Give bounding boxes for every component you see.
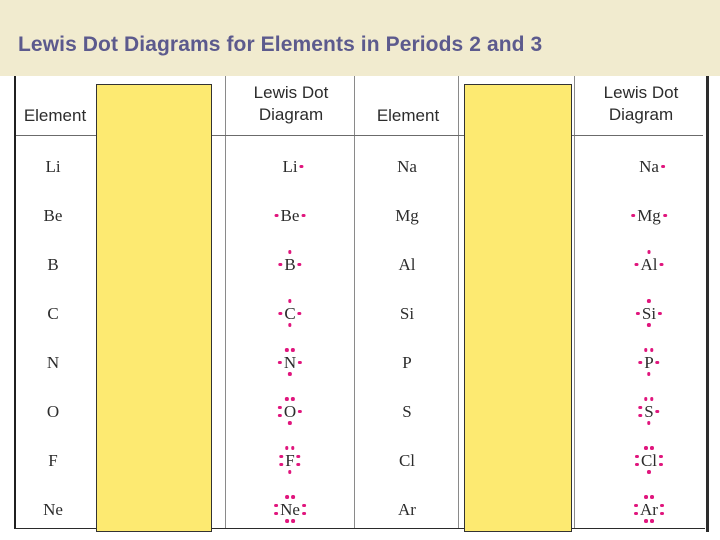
element-symbol: O <box>283 402 297 421</box>
valence-electron-dot <box>302 214 306 218</box>
element-cell-period3: Ar <box>398 500 416 519</box>
valence-electron-dot <box>285 397 289 401</box>
element-symbol: P <box>644 353 654 372</box>
element-cell-period2: Ne <box>43 500 63 519</box>
table-right-edge <box>706 76 709 532</box>
valence-electron-dot <box>639 406 643 410</box>
valence-electron-dot <box>656 410 660 414</box>
valence-electron-dot <box>636 312 640 316</box>
answer-box-left <box>96 84 212 532</box>
valence-electron-dot <box>634 504 638 508</box>
valence-electron-dot <box>279 263 283 267</box>
element-symbol: Al <box>640 255 658 274</box>
lewis-dot-diagram <box>285 451 294 471</box>
valence-electron-dot <box>302 504 306 508</box>
valence-electron-dot <box>280 463 284 467</box>
element-symbol: Si <box>641 304 657 323</box>
element-cell-period2: C <box>47 304 59 323</box>
valence-electron-dot <box>278 361 282 365</box>
valence-electron-dot <box>278 406 282 410</box>
valence-electron-dot <box>274 504 278 508</box>
valence-electron-dot <box>288 250 292 254</box>
page-title: Lewis Dot Diagrams for Elements in Periods 2 and 3 <box>18 33 543 56</box>
valence-electron-dot <box>298 361 302 365</box>
element-cell-period3: Cl <box>398 451 416 470</box>
valence-electron-dot <box>288 323 292 327</box>
element-symbol: C <box>284 304 296 323</box>
valence-electron-dot <box>656 361 660 365</box>
element-cell-period3: P <box>402 353 412 372</box>
valence-electron-dot <box>650 397 654 401</box>
column-divider <box>458 76 459 528</box>
lewis-dot-diagram <box>280 500 300 520</box>
lewis-dot-diagram <box>284 255 295 275</box>
valence-electron-dot <box>302 512 306 516</box>
element-symbol: Ar <box>640 500 658 519</box>
valence-electron-dot <box>644 397 648 401</box>
valence-electron-dot <box>635 463 639 467</box>
column-divider <box>354 76 355 528</box>
valence-electron-dot <box>291 446 295 450</box>
valence-electron-dot <box>288 470 292 474</box>
element-cell-period3: S <box>402 402 412 421</box>
lewis-dot-diagram <box>642 304 656 324</box>
column-divider <box>225 76 226 528</box>
valence-electron-dot <box>639 414 643 418</box>
lewis-dot-diagram <box>641 451 657 471</box>
valence-electron-dot <box>297 463 301 467</box>
valence-electron-dot <box>280 455 284 459</box>
header-lewis-left: Lewis Dot Diagram <box>253 83 329 124</box>
valence-electron-dot <box>288 421 292 425</box>
valence-electron-dot <box>644 495 648 499</box>
lewis-dot-diagram <box>637 206 661 226</box>
valence-electron-dot <box>639 361 643 365</box>
lewis-dot-diagram <box>639 157 659 177</box>
valence-electron-dot <box>650 446 654 450</box>
valence-electron-dot <box>300 165 304 169</box>
valence-electron-dot <box>279 312 283 316</box>
element-cell-period2: F <box>48 451 58 470</box>
valence-electron-dot <box>288 372 292 376</box>
lewis-dot-diagram <box>284 402 296 422</box>
element-symbol: Li <box>282 157 298 176</box>
element-symbol: Mg <box>637 206 661 225</box>
element-symbol: Cl <box>640 451 658 470</box>
header-lewis-right: Lewis Dot Diagram <box>603 83 679 124</box>
element-symbol: F <box>285 451 295 470</box>
valence-electron-dot <box>278 414 282 418</box>
element-cell-period2: Be <box>43 206 63 225</box>
element-cell-period3: Na <box>397 157 417 176</box>
lewis-dot-diagram <box>644 402 653 422</box>
valence-electron-dot <box>647 299 651 303</box>
valence-electron-dot <box>650 519 654 523</box>
valence-electron-dot <box>647 250 651 254</box>
valence-electron-dot <box>285 519 289 523</box>
valence-electron-dot <box>297 455 301 459</box>
valence-electron-dot <box>660 263 664 267</box>
valence-electron-dot <box>634 512 638 516</box>
valence-electron-dot <box>658 312 662 316</box>
element-cell-period2: N <box>46 353 60 372</box>
valence-electron-dot <box>298 312 302 316</box>
lewis-dot-diagram <box>284 353 296 373</box>
header-element-right: Element <box>376 106 440 125</box>
element-cell-period2: B <box>47 255 59 274</box>
valence-electron-dot <box>275 214 279 218</box>
valence-electron-dot <box>659 455 663 459</box>
valence-electron-dot <box>660 512 664 516</box>
valence-electron-dot <box>644 519 648 523</box>
valence-electron-dot <box>647 323 651 327</box>
valence-electron-dot <box>644 446 648 450</box>
lewis-dot-diagram <box>641 255 658 275</box>
valence-electron-dot <box>647 470 651 474</box>
valence-electron-dot <box>298 410 302 414</box>
valence-electron-dot <box>288 299 292 303</box>
valence-electron-dot <box>635 455 639 459</box>
element-symbol: B <box>284 255 296 274</box>
valence-electron-dot <box>285 348 289 352</box>
lewis-dot-diagram <box>281 206 300 226</box>
valence-electron-dot <box>635 263 639 267</box>
answer-box-right <box>464 84 572 532</box>
valence-electron-dot <box>291 519 295 523</box>
valence-electron-dot <box>274 512 278 516</box>
element-cell-period3: Al <box>398 255 416 274</box>
valence-electron-dot <box>285 495 289 499</box>
valence-electron-dot <box>650 348 654 352</box>
element-symbol: Ne <box>280 500 300 519</box>
valence-electron-dot <box>659 463 663 467</box>
valence-electron-dot <box>285 446 289 450</box>
element-symbol: Be <box>280 206 300 225</box>
valence-electron-dot <box>650 495 654 499</box>
valence-electron-dot <box>631 214 635 218</box>
lewis-dot-diagram <box>644 353 653 373</box>
element-cell-period2: O <box>46 402 60 421</box>
header-element-left: Element <box>23 106 87 125</box>
valence-electron-dot <box>663 214 667 218</box>
valence-electron-dot <box>291 495 295 499</box>
element-cell-period2: Li <box>45 157 61 176</box>
column-divider <box>574 76 575 528</box>
element-symbol: S <box>644 402 654 421</box>
valence-electron-dot <box>647 372 651 376</box>
valence-electron-dot <box>644 348 648 352</box>
valence-electron-dot <box>298 263 302 267</box>
element-symbol: Na <box>639 157 659 176</box>
element-symbol: N <box>283 353 297 372</box>
element-cell-period3: Mg <box>395 206 419 225</box>
valence-electron-dot <box>291 348 295 352</box>
valence-electron-dot <box>661 165 665 169</box>
valence-electron-dot <box>291 397 295 401</box>
valence-electron-dot <box>660 504 664 508</box>
valence-electron-dot <box>647 421 651 425</box>
element-cell-period3: Si <box>399 304 415 323</box>
lewis-dot-diagram <box>282 157 297 177</box>
lewis-dot-diagram <box>284 304 295 324</box>
lewis-dot-diagram <box>640 500 658 520</box>
